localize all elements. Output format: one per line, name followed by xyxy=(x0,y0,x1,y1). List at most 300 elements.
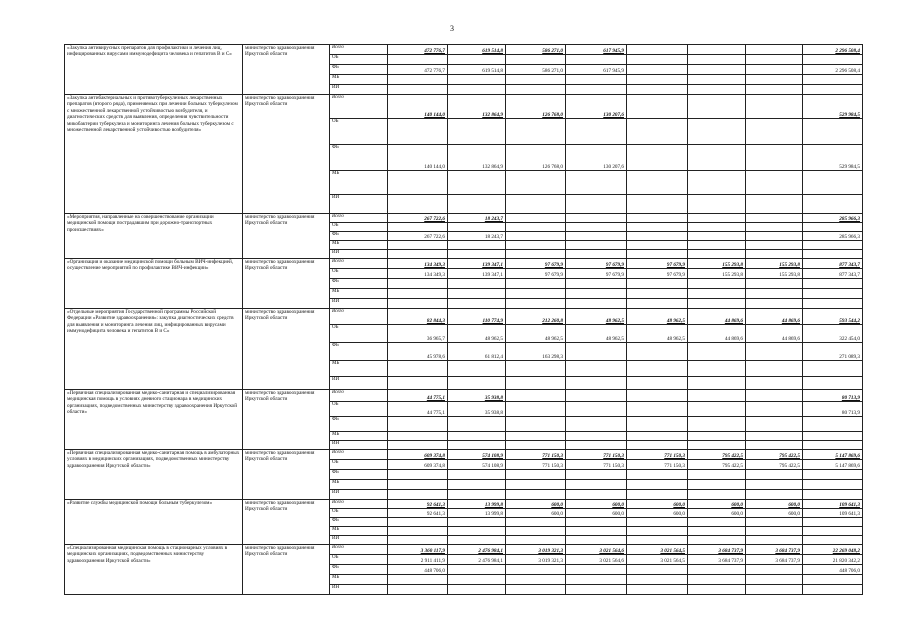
year-value xyxy=(627,527,688,536)
year-value: 155 293,8 xyxy=(688,269,746,279)
year-value xyxy=(506,55,566,65)
year-value xyxy=(506,214,566,223)
funding-source: ФБ xyxy=(330,518,388,527)
year-value xyxy=(746,279,803,289)
year-value xyxy=(627,55,688,65)
year-value: 3 684 737,9 xyxy=(688,545,746,555)
year-value xyxy=(506,250,566,259)
year-value xyxy=(566,490,627,500)
year-value: 212 260,8 xyxy=(506,309,566,325)
total-value: 80 713,9 xyxy=(803,402,863,417)
year-value xyxy=(627,536,688,545)
total-value xyxy=(803,289,863,299)
total-value: 80 713,9 xyxy=(803,390,863,402)
year-value xyxy=(506,299,566,309)
year-value xyxy=(388,299,448,309)
total-value xyxy=(803,250,863,259)
year-value xyxy=(746,536,803,545)
year-value: 48 962,5 xyxy=(566,325,627,343)
funding-source: Всего xyxy=(330,390,388,402)
total-value xyxy=(803,480,863,490)
year-value xyxy=(566,343,627,361)
year-value: 600,0 xyxy=(506,500,566,509)
total-value: 593 544,2 xyxy=(803,309,863,325)
year-value xyxy=(688,417,746,432)
funding-source: ОБ xyxy=(330,269,388,279)
year-value xyxy=(688,223,746,232)
year-value: 3 360 117,9 xyxy=(388,545,448,555)
funding-source: ИН xyxy=(330,585,388,595)
funding-source: Всего xyxy=(330,259,388,269)
total-value xyxy=(803,195,863,214)
year-value: 771 150,3 xyxy=(627,450,688,460)
total-value xyxy=(803,75,863,85)
total-value: 5 147 869,6 xyxy=(803,460,863,470)
year-value xyxy=(746,55,803,65)
total-value: 529 984,5 xyxy=(803,95,863,119)
year-value xyxy=(566,279,627,289)
year-value xyxy=(688,585,746,595)
year-value xyxy=(388,575,448,585)
year-value xyxy=(688,470,746,480)
responsible-org: министерство здравоохранения Иркутской области xyxy=(243,214,330,259)
year-value xyxy=(688,390,746,402)
year-value xyxy=(688,490,746,500)
year-value: 472 776,7 xyxy=(388,65,448,75)
year-value: 61 812,4 xyxy=(448,343,506,361)
year-value xyxy=(448,490,506,500)
year-value: 155 293,8 xyxy=(746,269,803,279)
year-value xyxy=(566,432,627,441)
year-value: 771 150,3 xyxy=(566,460,627,470)
year-value xyxy=(688,119,746,145)
year-value xyxy=(746,377,803,390)
year-value xyxy=(388,585,448,595)
funding-source: ОБ xyxy=(330,555,388,565)
year-value xyxy=(746,402,803,417)
year-value: 97 679,9 xyxy=(566,259,627,269)
activity-name: «Первичная специализированная медико-санитарная помощь в амбулаторных условиях в медицинских организациях, подведомственных министерству здравоохранения Иркутской области» xyxy=(65,450,243,500)
year-value xyxy=(627,279,688,289)
year-value xyxy=(688,214,746,223)
year-value xyxy=(688,65,746,75)
year-value: 3 021 564,6 xyxy=(566,545,627,555)
year-value: 3 684 737,9 xyxy=(688,555,746,565)
year-value xyxy=(506,119,566,145)
year-value xyxy=(448,223,506,232)
year-value: 139 347,1 xyxy=(448,269,506,279)
year-value xyxy=(566,402,627,417)
year-value xyxy=(746,585,803,595)
year-value xyxy=(627,480,688,490)
year-value: 13 999,8 xyxy=(448,509,506,518)
year-value xyxy=(746,299,803,309)
year-value xyxy=(506,470,566,480)
table-row xyxy=(65,450,863,460)
funding-source: Всего xyxy=(330,214,388,223)
year-value xyxy=(388,279,448,289)
year-value xyxy=(746,527,803,536)
year-value: 44 869,6 xyxy=(746,325,803,343)
year-value xyxy=(688,289,746,299)
year-value xyxy=(746,432,803,441)
year-value xyxy=(448,575,506,585)
year-value xyxy=(506,575,566,585)
year-value xyxy=(746,441,803,450)
year-value: 132 864,9 xyxy=(448,145,506,171)
year-value: 3 021 564,6 xyxy=(566,555,627,565)
year-value: 140 144,0 xyxy=(388,95,448,119)
year-value xyxy=(627,441,688,450)
year-value xyxy=(506,417,566,432)
funding-source: ИИ xyxy=(330,299,388,309)
year-value: 155 293,8 xyxy=(688,259,746,269)
year-value xyxy=(746,470,803,480)
year-value xyxy=(566,390,627,402)
year-value xyxy=(506,171,566,195)
funding-source: МБ xyxy=(330,75,388,85)
year-value xyxy=(566,171,627,195)
activity-name: «Развитие службы медицинской помощи больным туберкулезом» xyxy=(65,500,243,545)
year-value xyxy=(448,470,506,480)
year-value: 795 422,5 xyxy=(746,450,803,460)
year-value xyxy=(566,470,627,480)
year-value: 3 019 321,3 xyxy=(506,555,566,565)
year-value xyxy=(566,585,627,595)
total-value xyxy=(803,417,863,432)
funding-source: ИИ xyxy=(330,85,388,95)
year-value: 574 108,9 xyxy=(448,450,506,460)
funding-source: МБ xyxy=(330,527,388,536)
total-value: 448 706,0 xyxy=(803,565,863,575)
year-value xyxy=(688,250,746,259)
year-value xyxy=(448,441,506,450)
year-value: 600,0 xyxy=(627,500,688,509)
year-value xyxy=(448,279,506,289)
year-value: 97 679,9 xyxy=(566,269,627,279)
funding-source: Всего xyxy=(330,45,388,55)
page-number: 3 xyxy=(450,24,454,33)
year-value xyxy=(388,480,448,490)
year-value: 134 349,3 xyxy=(388,259,448,269)
year-value xyxy=(627,171,688,195)
year-value: 600,0 xyxy=(566,509,627,518)
year-value: 139 347,1 xyxy=(448,259,506,269)
year-value: 3 684 737,9 xyxy=(746,545,803,555)
funding-source: МБ xyxy=(330,361,388,377)
year-value xyxy=(746,250,803,259)
year-value xyxy=(627,250,688,259)
table-row xyxy=(65,390,863,402)
year-value xyxy=(388,119,448,145)
year-value xyxy=(388,377,448,390)
year-value: 574 108,9 xyxy=(448,460,506,470)
year-value xyxy=(688,171,746,195)
year-value xyxy=(448,480,506,490)
year-value xyxy=(566,232,627,241)
activity-name: «Отдельные мероприятия Государственной программы Российской Федерации «Развитие здравоохранения»: закупка диагностических средств для выявления и мониторинга лечения лиц, инфицированных вирусами иммунодефицита человека и гепатитов В и С» xyxy=(65,309,243,390)
total-value xyxy=(803,223,863,232)
total-value xyxy=(803,575,863,585)
year-value xyxy=(627,402,688,417)
year-value xyxy=(388,527,448,536)
year-value: 44 869,6 xyxy=(688,309,746,325)
year-value: 97 679,9 xyxy=(627,259,688,269)
year-value xyxy=(506,390,566,402)
funding-source: ОБ xyxy=(330,509,388,518)
funding-source: МБ xyxy=(330,289,388,299)
responsible-org: министерство здравоохранения Иркутской области xyxy=(243,450,330,500)
year-value: 795 422,5 xyxy=(688,460,746,470)
funding-source: ИН xyxy=(330,441,388,450)
table-row xyxy=(65,95,863,119)
total-value xyxy=(803,241,863,250)
funding-source: Всего xyxy=(330,545,388,555)
year-value xyxy=(746,390,803,402)
year-value xyxy=(506,232,566,241)
year-value xyxy=(627,575,688,585)
funding-source: ОБ xyxy=(330,119,388,145)
year-value xyxy=(506,289,566,299)
total-value xyxy=(803,119,863,145)
year-value xyxy=(627,417,688,432)
funding-source: ФБ xyxy=(330,470,388,480)
year-value xyxy=(388,490,448,500)
year-value xyxy=(448,299,506,309)
year-value xyxy=(746,518,803,527)
budget-table xyxy=(64,44,863,595)
year-value xyxy=(688,402,746,417)
year-value xyxy=(746,65,803,75)
funding-source: ОБ xyxy=(330,325,388,343)
year-value xyxy=(627,95,688,119)
total-value xyxy=(803,171,863,195)
year-value: 771 150,3 xyxy=(566,450,627,460)
year-value: 2 476 984,1 xyxy=(448,555,506,565)
year-value xyxy=(746,480,803,490)
year-value xyxy=(388,171,448,195)
responsible-org: министерство здравоохранения Иркутской области xyxy=(243,45,330,95)
funding-source: ИИ xyxy=(330,377,388,390)
year-value xyxy=(627,119,688,145)
year-value xyxy=(746,119,803,145)
activity-name: «Первичная специализированная медико-санитарная и специализированная медицинская помощь в условиях дневного стационара в медицинских организациях, подведомственных министерству здравоохранения Иркутской области» xyxy=(65,390,243,450)
funding-source: ОБ xyxy=(330,223,388,232)
year-value xyxy=(388,441,448,450)
total-value: 109 641,3 xyxy=(803,509,863,518)
year-value xyxy=(448,361,506,377)
year-value: 132 864,9 xyxy=(448,95,506,119)
year-value: 163 298,3 xyxy=(506,343,566,361)
year-value xyxy=(448,518,506,527)
year-value xyxy=(506,536,566,545)
year-value xyxy=(448,417,506,432)
year-value xyxy=(566,85,627,95)
total-value xyxy=(803,361,863,377)
year-value: 609 374,8 xyxy=(388,460,448,470)
year-value xyxy=(566,195,627,214)
total-value xyxy=(803,585,863,595)
year-value xyxy=(388,75,448,85)
year-value xyxy=(627,361,688,377)
total-value xyxy=(803,518,863,527)
year-value: 600,0 xyxy=(506,509,566,518)
year-value xyxy=(627,490,688,500)
year-value: 110 774,9 xyxy=(448,309,506,325)
year-value xyxy=(746,75,803,85)
year-value: 267 722,6 xyxy=(388,214,448,223)
year-value: 609 374,8 xyxy=(388,450,448,460)
table-row xyxy=(65,259,863,269)
year-value xyxy=(746,223,803,232)
funding-source: Всего xyxy=(330,450,388,460)
total-value: 877 343,7 xyxy=(803,259,863,269)
year-value xyxy=(388,85,448,95)
year-value xyxy=(746,575,803,585)
total-value xyxy=(803,490,863,500)
year-value: 35 938,8 xyxy=(448,390,506,402)
total-value xyxy=(803,85,863,95)
year-value xyxy=(627,299,688,309)
year-value xyxy=(566,575,627,585)
year-value xyxy=(627,432,688,441)
year-value: 267 722,6 xyxy=(388,232,448,241)
year-value: 586 271,0 xyxy=(506,65,566,75)
year-value xyxy=(688,95,746,119)
year-value xyxy=(506,518,566,527)
year-value: 600,0 xyxy=(746,500,803,509)
total-value: 322 454,0 xyxy=(803,325,863,343)
year-value: 600,0 xyxy=(627,509,688,518)
funding-source: ФБ xyxy=(330,279,388,289)
year-value: 126 768,0 xyxy=(506,95,566,119)
year-value xyxy=(688,195,746,214)
total-value xyxy=(803,377,863,390)
year-value xyxy=(746,232,803,241)
year-value xyxy=(566,480,627,490)
year-value xyxy=(627,145,688,171)
total-value: 285 966,3 xyxy=(803,214,863,223)
year-value xyxy=(746,361,803,377)
total-value: 271 089,3 xyxy=(803,343,863,361)
year-value: 586 271,0 xyxy=(506,45,566,55)
year-value: 795 422,5 xyxy=(688,450,746,460)
year-value xyxy=(627,390,688,402)
year-value xyxy=(627,214,688,223)
total-value xyxy=(803,536,863,545)
year-value xyxy=(746,241,803,250)
year-value xyxy=(688,480,746,490)
year-value xyxy=(627,223,688,232)
total-value: 21 820 342,2 xyxy=(803,555,863,565)
year-value xyxy=(566,241,627,250)
year-value xyxy=(448,432,506,441)
year-value xyxy=(627,377,688,390)
year-value: 130 207,6 xyxy=(566,95,627,119)
year-value: 48 962,5 xyxy=(448,325,506,343)
year-value: 600,0 xyxy=(746,509,803,518)
year-value: 126 768,0 xyxy=(506,145,566,171)
year-value xyxy=(746,171,803,195)
year-value xyxy=(388,241,448,250)
year-value xyxy=(506,223,566,232)
year-value: 3 019 321,3 xyxy=(506,545,566,555)
year-value xyxy=(688,565,746,575)
year-value xyxy=(388,55,448,65)
year-value xyxy=(688,432,746,441)
year-value xyxy=(506,85,566,95)
total-value: 285 966,3 xyxy=(803,232,863,241)
year-value xyxy=(566,518,627,527)
year-value xyxy=(506,241,566,250)
year-value xyxy=(746,490,803,500)
year-value: 771 150,3 xyxy=(506,460,566,470)
funding-source: МБ xyxy=(330,432,388,441)
year-value xyxy=(688,527,746,536)
year-value: 600,0 xyxy=(688,509,746,518)
year-value: 600,0 xyxy=(688,500,746,509)
year-value xyxy=(448,585,506,595)
year-value xyxy=(688,279,746,289)
responsible-org: министерство здравоохранения Иркутской области xyxy=(243,500,330,545)
total-value xyxy=(803,441,863,450)
year-value: 3 021 564,5 xyxy=(627,555,688,565)
year-value: 795 422,5 xyxy=(746,460,803,470)
year-value: 134 349,3 xyxy=(388,269,448,279)
year-value xyxy=(388,536,448,545)
funding-source: ИИ xyxy=(330,536,388,545)
total-value xyxy=(803,470,863,480)
funding-source: Всего xyxy=(330,309,388,325)
year-value xyxy=(746,214,803,223)
year-value xyxy=(448,195,506,214)
year-value xyxy=(566,289,627,299)
year-value xyxy=(746,343,803,361)
year-value: 36 965,7 xyxy=(388,325,448,343)
funding-source: ИИ xyxy=(330,195,388,214)
year-value: 44 775,1 xyxy=(388,390,448,402)
year-value xyxy=(688,45,746,55)
year-value: 48 962,5 xyxy=(566,309,627,325)
year-value xyxy=(566,299,627,309)
year-value xyxy=(688,55,746,65)
year-value xyxy=(388,289,448,299)
year-value: 130 207,6 xyxy=(566,145,627,171)
year-value xyxy=(448,536,506,545)
year-value: 619 514,8 xyxy=(448,45,506,55)
year-value: 13 999,8 xyxy=(448,500,506,509)
year-value xyxy=(627,289,688,299)
activity-name: «Закупка антибактериальных и противотуберкулезных лекарственных препаратов (второго ряда), применяемых при лечении больных туберкулезом с множественной лекарственной устойчивостью возбудителя, и диагностических средств для выявления, определения чувствительности микобактерии туберкулеза и мониторинга лечения больных туберкулезом с множественной лекарственной устойчивостью возбудителя» xyxy=(65,95,243,214)
year-value: 92 641,3 xyxy=(388,509,448,518)
year-value: 48 962,5 xyxy=(627,309,688,325)
year-value: 18 243,7 xyxy=(448,214,506,223)
year-value xyxy=(506,585,566,595)
year-value xyxy=(688,299,746,309)
funding-source: ИИ xyxy=(330,490,388,500)
year-value xyxy=(506,490,566,500)
total-value xyxy=(803,55,863,65)
total-value: 2 296 508,4 xyxy=(803,45,863,55)
table-row xyxy=(65,545,863,555)
year-value: 448 706,0 xyxy=(388,565,448,575)
year-value xyxy=(506,565,566,575)
year-value xyxy=(688,232,746,241)
year-value xyxy=(448,85,506,95)
year-value: 92 641,3 xyxy=(388,500,448,509)
year-value xyxy=(688,361,746,377)
funding-source: МБ xyxy=(330,171,388,195)
